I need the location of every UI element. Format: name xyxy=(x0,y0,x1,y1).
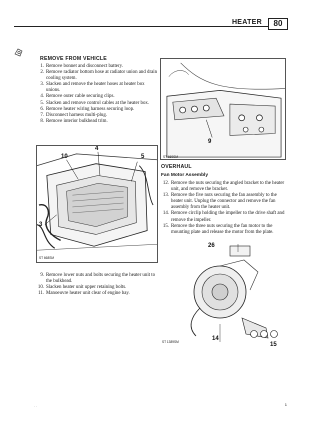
workshop-symbol-icon xyxy=(13,46,25,58)
step-item: 7. Disconnect harness multi-plug. xyxy=(40,112,107,118)
remove-steps-list xyxy=(36,64,158,125)
callout-26: 26 xyxy=(208,243,215,249)
page-number: 1 xyxy=(284,402,287,407)
step-item: 9. Remove lower nuts and bolts securing the heater unit to the bulkhead. xyxy=(40,273,156,285)
figure-bulkhead-fixings xyxy=(160,58,286,160)
step-item: 3. Slacken and remove the heater hoses at heater box unions. xyxy=(40,82,145,94)
bulkhead-fixings-illustration xyxy=(161,59,285,159)
margin-mark: · · xyxy=(34,405,38,409)
step-item: 5. Slacken and remove control cables at the heater box. xyxy=(40,100,150,106)
step-item: 1. Remove bonnet and disconnect battery. xyxy=(40,64,123,69)
step-item: 6. Remove heater wiring harness securing loop. xyxy=(40,106,135,112)
callout-3: 3 xyxy=(39,222,43,228)
callout-15: 15 xyxy=(270,342,277,348)
step-item: 15. Remove the three nuts securing the fan motor to the mounting plate and release the motor from the plate. xyxy=(162,223,274,235)
step-item: 13. Remove the five nuts securing the fan assembly to the heater unit. Unplug the connector and remove the fan assembly from the heater unit. xyxy=(162,193,277,211)
callout-4: 4 xyxy=(95,146,99,152)
step-item: 2. Remove radiator bottom hose at radiator union and drain cooling system. xyxy=(40,70,158,82)
step-item: 10. Slacken heater unit upper retaining bolts. xyxy=(37,285,127,291)
figure-code: ST 668SM xyxy=(39,256,55,260)
overhaul-heading: OVERHAUL xyxy=(161,164,192,170)
step-item: 4. Remove outer cable securing clips. xyxy=(40,94,115,100)
step-item: 8. Remove interior bulkhead trim. xyxy=(40,118,108,124)
figure-heater-engine-bay xyxy=(36,145,158,263)
figure-code: ST 669SM xyxy=(163,155,179,159)
callout-9: 9 xyxy=(208,139,212,145)
callout-5: 5 xyxy=(141,154,145,160)
header-rule xyxy=(14,26,288,27)
step-item: 14. Remove circlip holding the impeller to the drive shaft and remove the impeller. xyxy=(162,211,285,223)
figure-code: ST 1389SM xyxy=(162,340,179,344)
remove-steps-list-continued xyxy=(36,273,158,297)
overhaul-steps-list xyxy=(161,181,287,236)
callout-10: 10 xyxy=(61,154,68,160)
step-item: 12. Remove the nuts securing the angled bracket to the heater unit, and remove the bracket. xyxy=(162,181,285,193)
section-title: HEATER xyxy=(231,19,262,26)
fan-motor-exploded-illustration xyxy=(160,238,286,348)
fan-motor-subheading: Fan Motor Assembly xyxy=(161,173,208,178)
remove-heading: REMOVE FROM VEHICLE xyxy=(40,56,107,62)
heater-engine-bay-illustration xyxy=(37,146,157,262)
callout-14: 14 xyxy=(212,336,219,342)
step-item: 11. Manoeuvre heater unit clear of engine bay. xyxy=(38,291,130,297)
section-number-badge: 80 xyxy=(268,18,288,30)
figure-fan-motor-exploded xyxy=(160,238,286,348)
